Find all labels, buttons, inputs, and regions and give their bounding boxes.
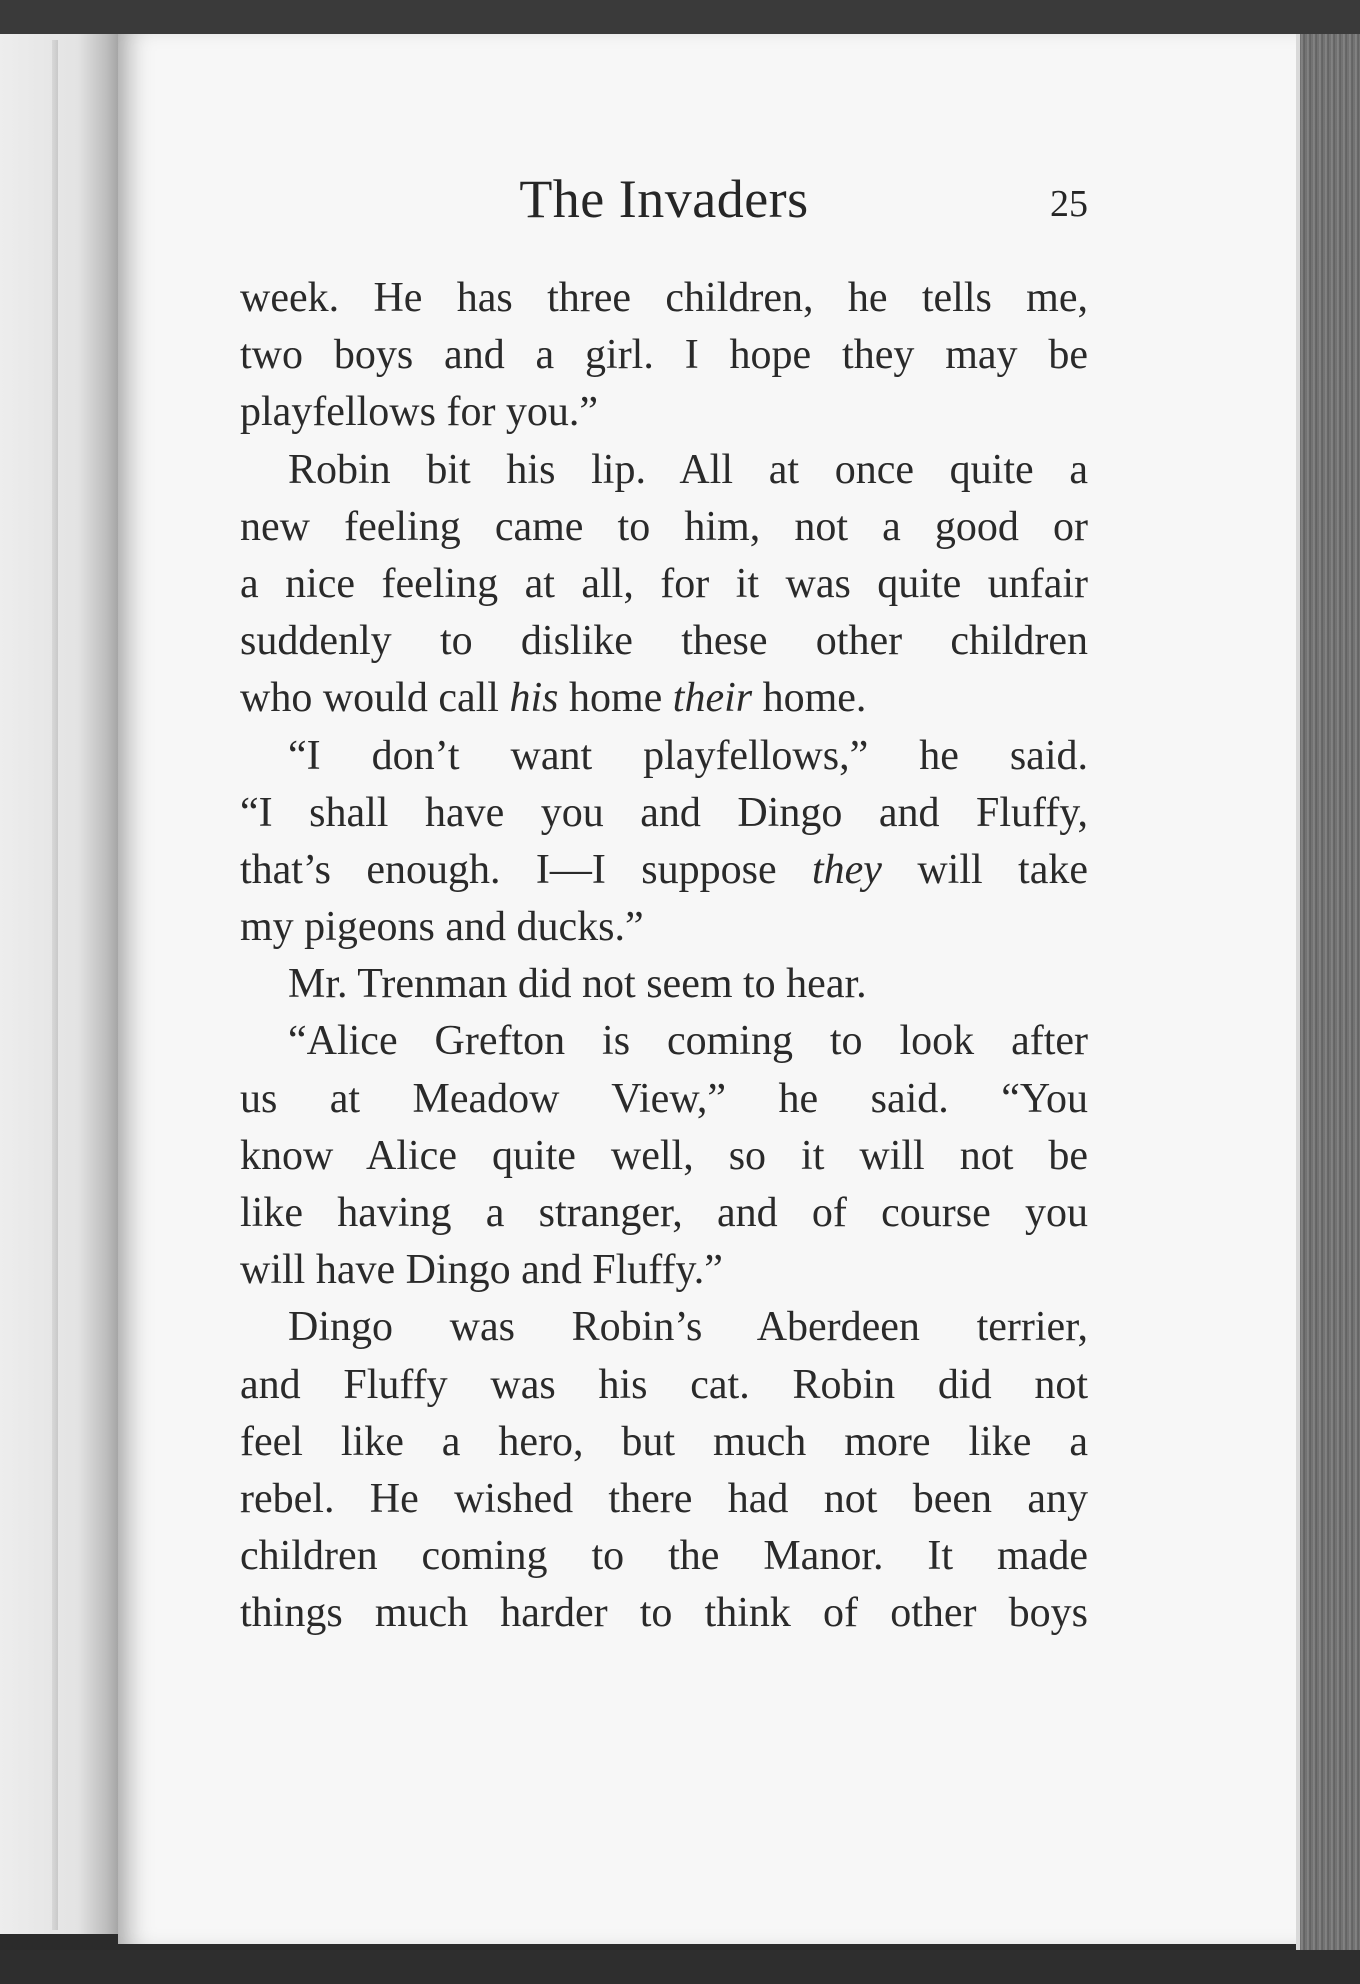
text-line [240,785,1088,842]
text-run: new feeling came to him, not a good or [240,503,1088,550]
text-run: week. He has three children, he tells me, [240,275,1088,321]
text-line [240,1128,1088,1185]
text-line [240,1357,1088,1414]
text-run: home. [752,675,867,722]
text-line [240,270,1088,327]
running-head-title: The Invaders [519,169,809,229]
text-run: and Fluffy was his cat. Robin did not [240,1361,1088,1408]
text-run: “Alice Grefton is coming to look after [288,1018,1088,1065]
text-run: us at Meadow View,” he said. “You [240,1075,1088,1122]
text-line [240,1185,1088,1242]
text-run: two boys and a girl. I hope they may be [240,332,1088,379]
scan-top-border [0,0,1360,36]
text-run: feel like a hero, but much more like a [240,1418,1088,1465]
text-run: things much harder to think of other boys [240,1590,1088,1637]
text-line [240,899,1088,956]
text-line [240,670,1088,727]
text-line [240,842,1088,899]
scan-bottom-border [0,1950,1360,1984]
text-run: home [558,675,673,722]
text-run: will have Dingo and Fluffy.” [240,1247,723,1294]
text-run: children coming to the Manor. It made [240,1533,1088,1580]
text-run: know Alice quite well, so it will not be [240,1132,1088,1179]
text-line [240,499,1088,556]
text-line [240,613,1088,670]
text-line [240,1242,1088,1299]
italic-word: his [509,675,559,722]
text-run: “I don’t want playfellows,” he said. [288,732,1088,779]
page-number: 25 [1050,183,1088,225]
text-run: a nice feeling at all, for it was quite unfair [240,560,1088,607]
text-run: “I shall have you and Dingo and Fluffy, [240,789,1088,836]
text-line [240,327,1088,384]
text-run: Robin bit his lip. All at once quite a [288,446,1088,493]
italic-word: their [672,675,753,722]
body-text [240,270,1088,1643]
text-line [240,1071,1088,1128]
left-page-edge [0,34,130,1934]
text-line [240,1528,1088,1585]
left-page-fold [52,40,58,1930]
text-line [240,956,1088,1013]
text-line [240,728,1088,785]
text-line [240,442,1088,499]
book-page-stack-edge [1300,34,1360,1950]
text-run: that’s enough. I—I suppose [240,846,812,893]
italic-word: they [811,846,882,893]
text-line [240,1013,1088,1070]
text-run: who would call [240,675,510,722]
text-line [240,1585,1088,1642]
text-run: Mr. Trenman did not seem to hear. [288,961,867,1008]
text-line [240,1299,1088,1356]
text-run: rebel. He wished there had not been any [240,1475,1088,1522]
text-run: my pigeons and ducks.” [240,904,644,951]
text-run: will take [881,846,1088,893]
text-line [240,1471,1088,1528]
text-line [240,384,1088,441]
running-head [240,168,1088,238]
text-run: like having a stranger, and of course you [240,1190,1088,1236]
text-run: suddenly to dislike these other children [240,618,1088,665]
text-run: playfellows for you.” [240,389,599,436]
text-run: Dingo was Robin’s Aberdeen terrier, [288,1304,1088,1351]
text-line [240,556,1088,613]
text-line [240,1414,1088,1471]
